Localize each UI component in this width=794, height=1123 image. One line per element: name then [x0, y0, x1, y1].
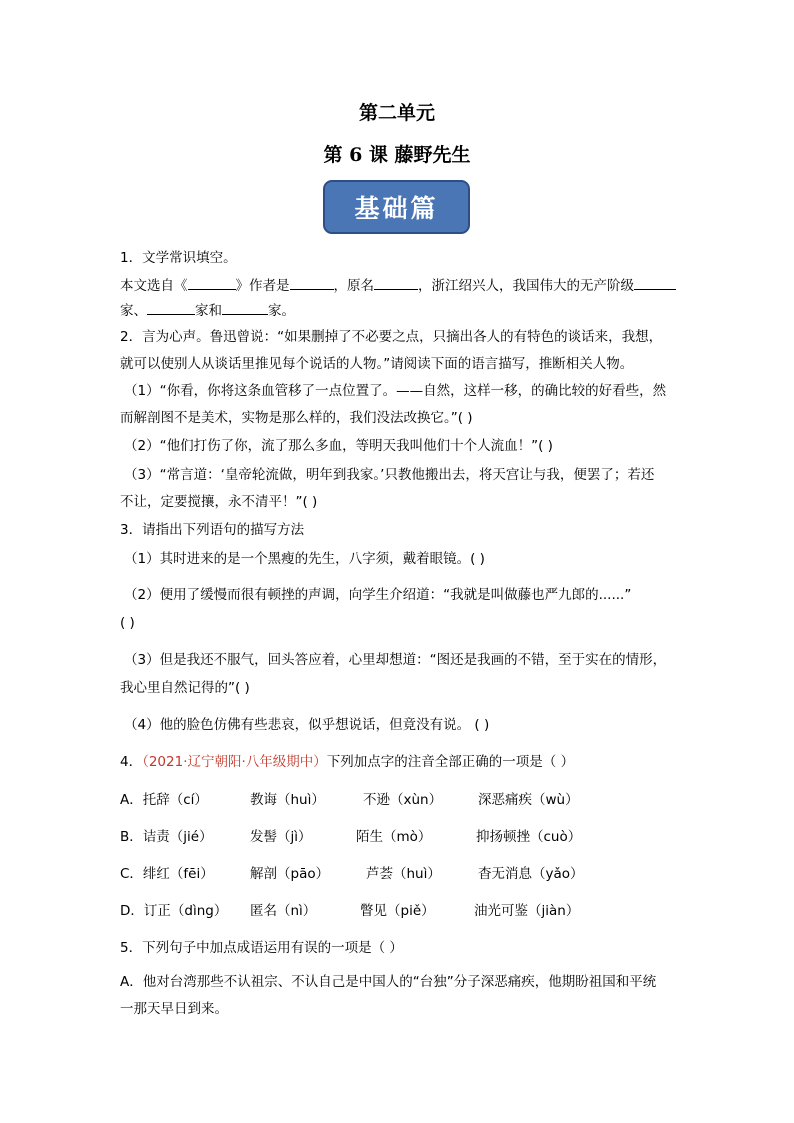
q2-item-2: （2）“他们打伤了你，流了那么多血，等明天我叫他们十个人流血！”( )	[124, 438, 553, 454]
q4-option-b-2: 发髻（jì）	[250, 829, 312, 845]
q3-item-2: （2）便用了缓慢而很有顿挫的声调，向学生介绍道：“我就是叫做藤也严九郎的......”	[124, 587, 632, 603]
unit-title: 第二单元	[358, 102, 435, 124]
blank-field	[290, 275, 334, 290]
q1-title: 1．文学常识填空。	[120, 250, 237, 266]
q4-source: （2021·辽宁朝阳·八年级期中）	[142, 754, 327, 770]
q4-option-b-1: B．诘责（jié）	[120, 829, 213, 845]
q2-item-3-cont: 不让，定要搅攘，永不清平！”( )	[120, 494, 318, 510]
q3-item-3-cont: 我心里自然记得的”( )	[120, 680, 250, 696]
q4-option-c-3: 芦荟（huì）	[366, 866, 441, 882]
q2-item-1-cont: 而解剖图不是美术，实物是那么样的，我们没法改换它。”( )	[120, 410, 473, 426]
blank-field	[374, 275, 418, 290]
q1-text-a: 本文选自《	[120, 278, 188, 294]
q2-title-cont: 就可以使别人从谈话里推见每个说话的人物。”请阅读下面的语言描写，推断相关人物。	[120, 356, 634, 372]
q5-option-a: A．他对台湾那些不认祖宗、不认自己是中国人的“台独”分子深恶痛疾，他期盼祖国和平统	[120, 974, 657, 990]
q1-line1	[120, 275, 676, 296]
q4-option-c-2: 解剖（pāo）	[250, 866, 330, 882]
q1-text-c: ，原名	[333, 278, 374, 294]
q3-item-4: （4）他的脸色仿佛有些悲哀，似乎想说话，但竟没有说。 ( )	[124, 717, 490, 733]
blank-field	[188, 275, 236, 290]
section-badge-label: 基础篇	[354, 194, 439, 223]
q4-option-b-3: 陌生（mò）	[356, 829, 432, 845]
q3-title: 3．请指出下列语句的描写方法	[120, 522, 305, 538]
blank-field	[634, 275, 676, 290]
q3-item-3: （3）但是我还不服气，回头答应着，心里却想道：“图还是我画的不错，至于实在的情形，	[124, 652, 667, 668]
q4-option-d-4: 油光可鉴（jiàn）	[474, 903, 580, 919]
q1-line2	[120, 300, 295, 321]
section-badge	[323, 180, 470, 234]
q4-option-b-4: 抑扬顿挫（cuò）	[476, 829, 582, 845]
q5-option-a-cont: 一那天早日到来。	[120, 1001, 228, 1017]
q4-option-d-1: D．订正（dìng）	[120, 903, 228, 919]
q4-option-d-3: 瞥见（piě）	[360, 903, 435, 919]
q5-title: 5．下列句子中加点成语运用有误的一项是（ ）	[120, 940, 403, 956]
q4-option-a-4: 深恶痛疾（wù）	[478, 792, 579, 808]
q1-text-d: ，浙江绍兴人，我国伟大的无产阶级	[418, 278, 634, 294]
blank-field	[222, 300, 268, 315]
q1-text-e: 家、	[120, 303, 147, 319]
q4-option-c-1: C．绯红（fēi）	[120, 866, 214, 882]
q4-option-a-1: A．托辞（cí）	[120, 792, 208, 808]
q2-title: 2．言为心声。鲁迅曾说：“如果删掉了不必要之点，只摘出各人的有特色的谈话来，我想，	[120, 329, 663, 345]
q4-option-d-2: 匿名（nì）	[250, 903, 317, 919]
q3-item-2-cont: ( )	[120, 615, 135, 631]
q2-item-1: （1）“你看，你将这条血管移了一点位置了。——自然，这样一移，的确比较的好看些，然	[124, 383, 667, 399]
q4-option-a-3: 不逊（xùn）	[363, 792, 443, 808]
q4-title: 下列加点字的注音全部正确的一项是（ ）	[326, 754, 575, 770]
q1-text-b: 》作者是	[235, 278, 290, 294]
q1-text-g: 家。	[268, 303, 295, 319]
q3-item-1: （1）其时进来的是一个黑瘦的先生，八字须，戴着眼镜。( )	[124, 551, 485, 567]
q4-option-c-4: 杳无消息（yǎo）	[478, 866, 584, 882]
q4-number: 4．	[120, 754, 143, 770]
q1-text-f: 家和	[195, 303, 222, 319]
q2-item-3: （3）“常言道：‘皇帝轮流做，明年到我家。’只教他搬出去，将天宫让与我，便罢了；若还	[124, 467, 655, 483]
lesson-title: 第 6 课 藤野先生	[323, 144, 471, 166]
q4-title-line	[120, 752, 574, 772]
blank-field	[147, 300, 195, 315]
q4-option-a-2: 教诲（huì）	[250, 792, 325, 808]
